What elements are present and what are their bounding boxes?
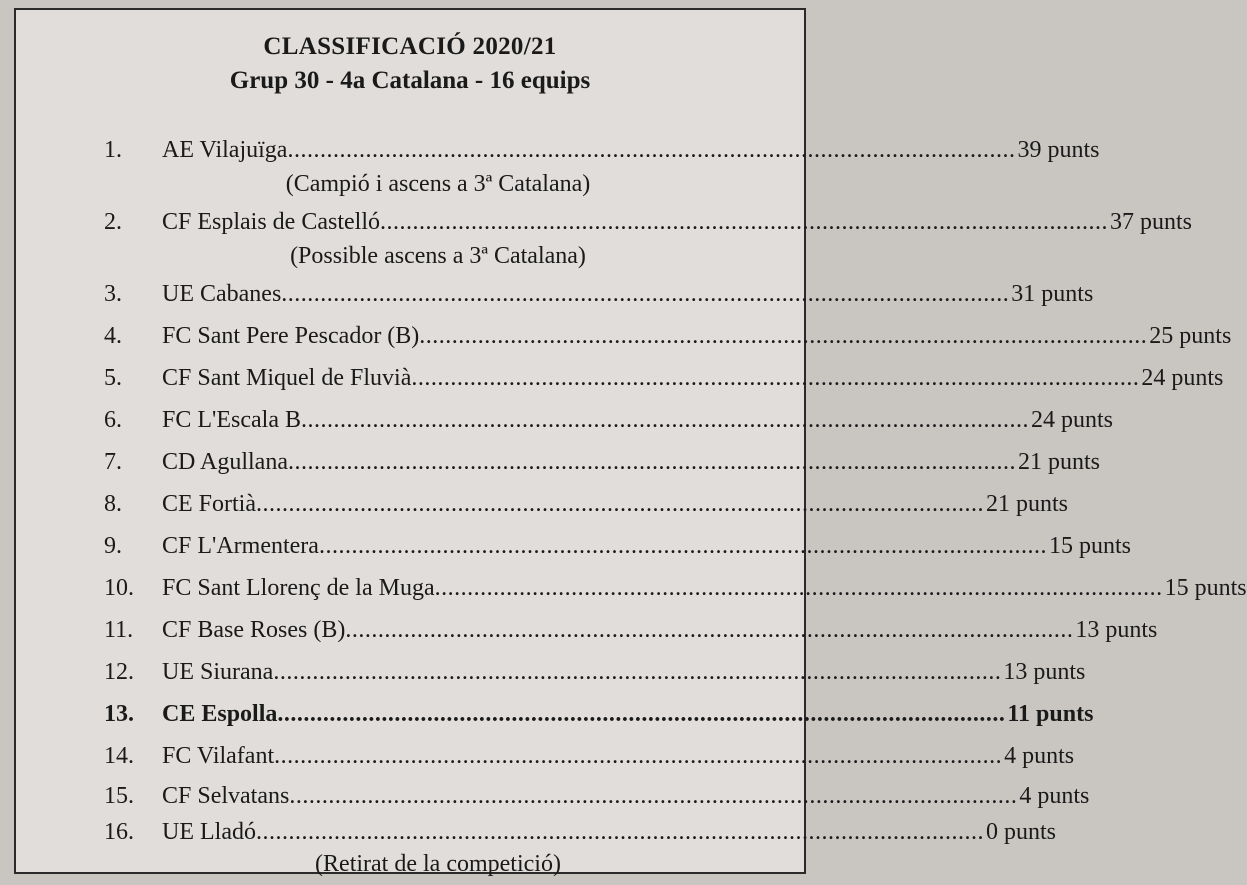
standings-row	[104, 278, 1094, 310]
standings-row	[104, 134, 1100, 166]
row-points: 21 punts	[986, 491, 1069, 517]
row-team: CF Base Roses (B)	[162, 617, 346, 643]
row-points: 25 punts	[1149, 323, 1232, 349]
dot-leader: ................................................................................................................	[289, 783, 1018, 809]
row-points: 31 punts	[1011, 281, 1094, 307]
row-position: 4.	[104, 323, 122, 349]
page-title: CLASSIFICACIÓ 2020/21	[263, 33, 557, 60]
row-points: 15 punts	[1164, 575, 1247, 601]
standings-row	[104, 740, 1075, 772]
row-position: 6.	[104, 407, 122, 433]
dot-leader: ................................................................................................................	[277, 701, 1006, 727]
standings-row	[104, 206, 1193, 238]
standings-row	[104, 656, 1086, 688]
standings-row	[104, 362, 1224, 394]
dot-leader: ................................................................................................................	[300, 407, 1029, 433]
row-position: 12.	[104, 659, 134, 685]
row-team: UE Lladó	[162, 819, 256, 845]
row-position: 2.	[104, 209, 122, 235]
dot-leader: ................................................................................................................	[288, 449, 1016, 475]
row-team: FC Sant Llorenç de la Muga	[162, 575, 435, 601]
dot-leader: ................................................................................................................	[255, 819, 984, 845]
dot-leader: ................................................................................................................	[419, 323, 1148, 349]
row-points: 13 punts	[1003, 659, 1086, 685]
row-position: 3.	[104, 281, 122, 307]
dot-leader: ................................................................................................................	[287, 137, 1016, 163]
dot-leader: ................................................................................................................	[273, 659, 1002, 685]
row-position: 1.	[104, 137, 122, 163]
row-points: 4 punts	[1004, 743, 1075, 769]
row-position: 13.	[104, 701, 134, 727]
row-points: 0 punts	[985, 819, 1056, 845]
standings-row	[104, 488, 1069, 520]
standings-row	[104, 530, 1131, 562]
row-team: CF Esplais de Castelló	[162, 209, 380, 235]
row-note: (Possible ascens a 3ª Catalana)	[290, 243, 586, 269]
row-points: 11 punts	[1007, 701, 1094, 727]
standings-row	[104, 614, 1158, 646]
row-points: 13 punts	[1075, 617, 1158, 643]
row-position: 8.	[104, 491, 122, 517]
row-points: 4 punts	[1019, 783, 1090, 809]
dot-leader: ................................................................................................................	[434, 575, 1163, 601]
row-position: 16.	[104, 819, 134, 845]
row-position: 15.	[104, 783, 134, 809]
dot-leader: ................................................................................................................	[345, 617, 1074, 643]
dot-leader: ................................................................................................................	[281, 281, 1010, 307]
row-team: CD Agullana	[162, 449, 288, 475]
page-subtitle: Grup 30 - 4a Catalana - 16 equips	[229, 67, 591, 94]
row-team: CF Sant Miquel de Fluvià	[162, 365, 412, 391]
row-position: 9.	[104, 533, 122, 559]
row-note: (Campió i ascens a 3ª Catalana)	[285, 171, 591, 197]
row-team: FC L'Escala B	[162, 407, 301, 433]
standings-row	[104, 780, 1090, 812]
row-team: FC Sant Pere Pescador (B)	[162, 323, 420, 349]
row-team: UE Siurana	[162, 659, 274, 685]
standings-panel	[14, 8, 1247, 877]
dot-leader: ................................................................................................................	[274, 743, 1003, 769]
row-points: 37 punts	[1110, 209, 1193, 235]
row-team: CE Fortià	[162, 491, 256, 517]
standings-row	[104, 816, 1056, 848]
standings-row	[104, 320, 1232, 352]
row-team: AE Vilajuïga	[162, 137, 288, 163]
standings-row	[104, 446, 1101, 478]
standings-row	[104, 404, 1113, 436]
row-position: 11.	[104, 617, 134, 643]
row-team: CE Espolla	[162, 701, 278, 727]
row-position: 7.	[104, 449, 122, 475]
row-team: CF L'Armentera	[162, 533, 319, 559]
standings-row-highlighted	[104, 698, 1094, 730]
row-position: 10.	[104, 575, 134, 601]
row-points: 15 punts	[1048, 533, 1131, 559]
row-points: 21 punts	[1018, 449, 1101, 475]
row-team: UE Cabanes	[162, 281, 282, 307]
dot-leader: ................................................................................................................	[318, 533, 1047, 559]
dot-leader: ................................................................................................................	[380, 209, 1108, 235]
row-position: 14.	[104, 743, 134, 769]
row-points: 39 punts	[1017, 137, 1100, 163]
dot-leader: ................................................................................................................	[411, 365, 1140, 391]
row-team: CF Selvatans	[162, 783, 290, 809]
row-points: 24 punts	[1141, 365, 1224, 391]
dot-leader: ................................................................................................................	[256, 491, 984, 517]
row-team: FC Vilafant	[162, 743, 275, 769]
row-position: 5.	[104, 365, 122, 391]
row-note: (Retirat de la competició)	[315, 851, 561, 877]
row-points: 24 punts	[1030, 407, 1113, 433]
standings-row	[104, 572, 1247, 604]
